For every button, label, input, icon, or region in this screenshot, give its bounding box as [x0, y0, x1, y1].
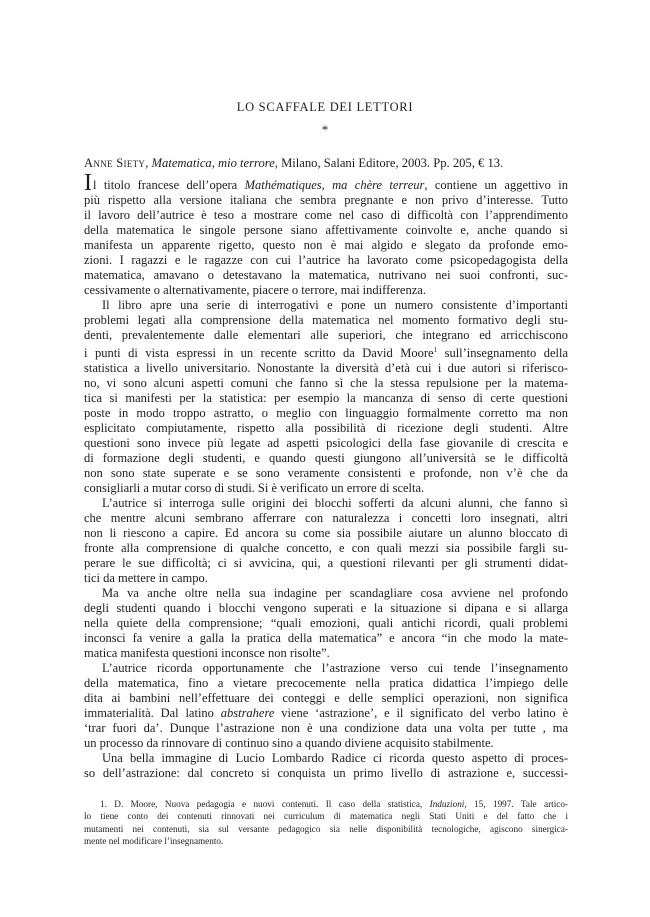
text-line: , contiene un aggettivo in	[424, 178, 568, 192]
text-line: il lavoro dell’autrice è teso a mostrare come nel caso di difficoltà con l’apprendimento	[84, 208, 568, 222]
footnote-line: mutamenti nei contenuti, sia sul versante pedagogico sia nelle disponibilità tecnologiche, agiscono sinergica-	[84, 823, 568, 834]
footnote-reference: 1	[433, 346, 438, 354]
text-line: che mentre alcuni sembrano afferrare con naturalezza i concetti loro insegnati, altri	[84, 511, 568, 525]
star-ornament: *	[321, 122, 329, 137]
footnote-line: lo tiene conto dei contenuti rinnovati nei curriculum di matematica negli Stati Uniti e del fatto che i	[84, 811, 568, 822]
citation-title: Matematica, mio terrore	[151, 156, 275, 170]
text-line: L’autrice ricorda opportunamente che l’astrazione verso cui tende l’insegnamento	[102, 661, 568, 675]
text-line: matematica, amavano o detestavano la matematica, nutrivano nei suoi confronti, suc-	[84, 268, 568, 282]
latin-term: abstrahere	[220, 706, 275, 720]
text-line: inconsci fa venire a galla la pratica della matematica” e ancora “in che modo la mate-	[84, 631, 568, 645]
text-line: l titolo francese dell’opera	[93, 178, 245, 192]
text-line: cessivamente o alternativamente, piacere o terrore, mai indifferenza.	[84, 283, 426, 297]
text-fragment: sull’insegnamento della	[437, 346, 568, 360]
text-line: questioni sono invece più legate ad aspetti psicologici della fase giovanile di crescita e	[84, 436, 568, 450]
citation-author: Anne Siety	[84, 156, 146, 170]
text-line: matica manifesta questioni inconsce non risolte”.	[84, 646, 330, 660]
drop-cap: I	[84, 170, 92, 196]
journal-title: Induzioni	[429, 799, 465, 809]
text-line: manifesta un apparente rigetto, questo non è mai algido e slegato da profonde emo-	[84, 238, 568, 252]
text-line	[84, 706, 568, 721]
text-fragment: viene ‘astrazione’, e il significato del verbo latino è	[274, 706, 568, 720]
section-title: LO SCAFFALE DEI LETTORI	[236, 100, 414, 114]
text-fragment: 1. D. Moore, Nuova pedagogia e nuovi contenuti. Il caso della statistica,	[100, 799, 430, 809]
text-line: problemi legati alla comprensione della matematica nel momento formativo degli stu-	[84, 313, 568, 327]
text-fragment: immaterialità. Dal latino	[84, 706, 221, 720]
text-line: no, vi sono alcuni aspetti comuni che fanno sì che la stessa repulsione per la matema-	[84, 376, 568, 390]
text-line	[84, 343, 568, 361]
text-line: tici da mettere in campo.	[84, 571, 208, 585]
footnote-line: mente nel modificare l’insegnamento.	[84, 836, 224, 847]
text-line: so dell’astrazione: dal concreto si conquista un primo livello di astrazione e, successi-	[84, 766, 568, 780]
text-line: non li riescono a capire. Ed ancora su come sia possibile aiutare un alunno bloccato di	[84, 526, 568, 540]
text-fragment: i punti di vista espressi in un recente scritto da David Moore	[84, 346, 434, 360]
citation-details: , Milano, Salani Editore, 2003. Pp. 205, € 13.	[274, 156, 504, 170]
text-line: nella quiete della comprensione; “quali emozioni, quali antichi ricordi, quali problemi	[84, 616, 568, 630]
text-line: L’autrice si interroga sulle origini dei blocchi sofferti da alcuni alunni, che fanno sì	[102, 496, 568, 510]
text-line: fronte alla comprensione di qualche concetto, e con quali mezzi sia possibile fargli su-	[84, 541, 568, 555]
text-line: zioni. I ragazzi e le ragazze con cui l’autrice ha lavorato come psicopedagogista della	[84, 253, 568, 267]
text-line: di formazione degli studenti, e quando questi giungono all’università se le difficoltà	[84, 451, 568, 465]
text-line: esplicitato compiutamente, rispetto alla possibilità di ricezione degli studenti. Altre	[84, 421, 568, 435]
book-citation	[84, 155, 568, 171]
citation-separator: ,	[145, 156, 152, 170]
text-line: ‘trar fuori da’. Dunque l’astrazione non è una condizione data una volta per tutte , ma	[84, 721, 568, 735]
text-line: un processo da rinnovare di continuo sino a quando diviene acquisito stabilmente.	[84, 736, 494, 750]
text-fragment: , 15, 1997. Tale artico-	[464, 799, 568, 809]
text-line: della matematica, fino a vietare precocemente nella pratica didattica l’impiego delle	[84, 676, 568, 690]
text-line: Una bella immagine di Lucio Lombardo Radice ci ricorda questo aspetto di proces-	[102, 751, 568, 765]
footnote-line	[100, 798, 568, 810]
text-line: Il libro apre una serie di interrogativi e pone un numero consistente d’importanti	[102, 298, 568, 312]
text-line: più rispetto alla versione italiana che sembra pregnante e non privo d’interesse. Tutto	[84, 193, 568, 207]
footnote	[84, 798, 568, 848]
text-line: tica si manifesti per la statistica: per esempio la mancanza di senso di certe questioni	[84, 391, 568, 405]
text-line: consigliarli a mutar corso di studi. Si è verificato un errore di scelta.	[84, 481, 425, 495]
review-body	[84, 170, 568, 781]
text-line: perare le sue difficoltà; ci si avvicina, qui, a questioni rilevanti per gli strumenti didat-	[84, 556, 568, 570]
paragraph	[84, 170, 568, 196]
text-line: Ma va anche oltre nella sua indagine per scandagliare cosa avviene nel profondo	[102, 586, 568, 600]
text-line: dita ai bambini nell’effettuare dei conteggi e delle semplici operazioni, non significa	[84, 691, 568, 705]
text-line: degli studenti quando i blocchi vengono superati e la situazione si dipana e si allarga	[84, 601, 568, 615]
text-line: della matematica le singole persone siano affettivamente coinvolte e, anche quando si	[84, 223, 568, 237]
text-line: poste in modo troppo astratto, o meglio con linguaggio formalmente corretto ma non	[84, 406, 568, 420]
text-line: denti, prevalentemente dalle elementari alle superiori, che integrano ed arricchiscono	[84, 328, 568, 342]
text-line: non sono state superate e se sono veramente consistenti e profonde, non v’è che da	[84, 466, 568, 480]
original-title: Mathématiques, ma chère terreur	[244, 178, 425, 192]
text-line: statistica a livello universitario. Nonostante la diversità d’età cui i due autori si riferisco-	[84, 361, 568, 375]
